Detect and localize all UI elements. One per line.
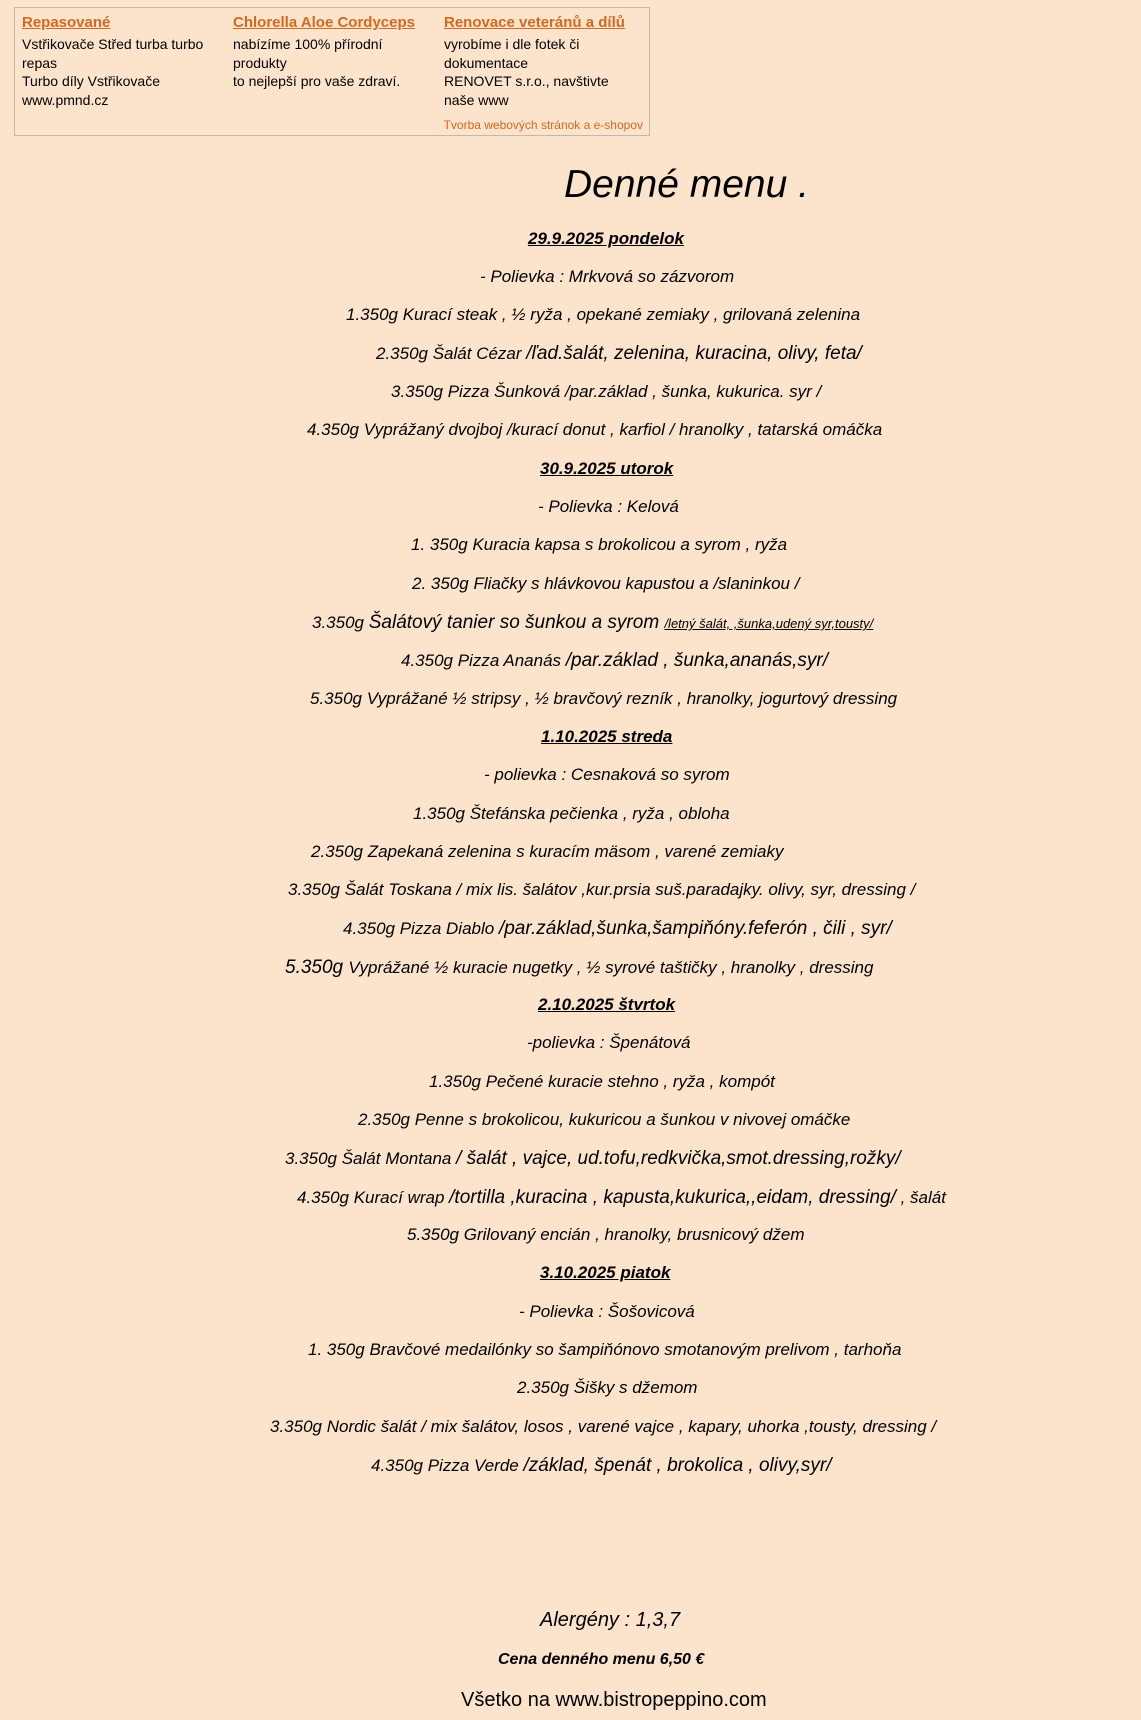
- menu-item-name: 4.350g Pizza Verde: [371, 1456, 524, 1475]
- ad-box: [14, 7, 650, 136]
- menu-item-name: 5.350g: [285, 957, 349, 978]
- menu-item: [371, 1455, 831, 1477]
- menu-item: [285, 1148, 901, 1170]
- menu-item-detail: /tortilla ,kuracina , kapusta,kukurica,,eidam, dressing/: [449, 1187, 896, 1208]
- ad-column-1: [22, 13, 222, 109]
- ad-text: produkty: [233, 54, 287, 71]
- menu-item: 3.350g Šalát Toskana / mix lis. šalátov ,kur.prsia suš.paradajky. olivy, syr, dressing /: [288, 880, 916, 899]
- menu-item: 5.350g Grilovaný encián , hranolky, brusnicový džem: [407, 1225, 805, 1244]
- menu-price: Cena denného menu 6,50 €: [498, 1651, 705, 1668]
- ad-text: Vstřikovače Střed turba turbo: [22, 36, 204, 52]
- menu-item: 2.350g Šišky s džemom: [517, 1378, 698, 1397]
- menu-item: 3.350g Nordic šalát / mix šalátov, losos , varené vajce , kapary, uhorka ,tousty, dressing /: [270, 1417, 937, 1436]
- menu-item-detail: /par.základ,šunka,šampiňóny.feferón , čili , syr/: [498, 918, 892, 939]
- menu-item-detail: /par.základ , šunka,ananás,syr/: [565, 650, 829, 671]
- menu-item: 4.350g Vyprážaný dvojboj /kurací donut , karfiol / hranolky , tatarská omáčka: [307, 420, 883, 439]
- soup-line: - Polievka : Kelová: [538, 497, 679, 516]
- ad-credit-link[interactable]: Tvorba webových stránok a e-shopov: [443, 118, 643, 132]
- menu-item: 2.350g Zapekaná zelenina s kuracím mäsom , varené zemiaky: [311, 842, 784, 861]
- menu-item: 5.350g Vyprážané ½ stripsy , ½ bravčový rezník , hranolky, jogurtový dressing: [310, 689, 898, 708]
- day-date: 1.10.2025 streda: [541, 727, 673, 746]
- website-note[interactable]: Všetko na www.bistropeppino.com: [461, 1689, 767, 1711]
- ad-link-chlorella[interactable]: Chlorella Aloe Cordyceps: [233, 14, 415, 31]
- menu-item: 1.350g Pečené kuracie stehno , ryža , kompót: [429, 1072, 775, 1091]
- menu-item: 1.350g Kurací steak , ½ ryža , opekané zemiaky , grilovaná zelenina: [346, 305, 861, 324]
- day-date: 30.9.2025 utorok: [540, 459, 674, 478]
- ad-text: repas: [22, 54, 58, 71]
- menu-item-detail: Vyprážané ½ kuracie nugetky , ½ syrové taštičky , hranolky , dressing: [348, 958, 874, 977]
- menu-item-detail: /letný šalát, ,šunka,udený syr,tousty/: [664, 616, 874, 631]
- ad-text: nabízíme 100% přírodní: [233, 36, 383, 52]
- menu-item-title: Šalátový tanier so šunkou a syrom: [368, 612, 665, 633]
- soup-line: - Polievka : Šošovicová: [519, 1302, 695, 1321]
- menu-item: [401, 650, 828, 672]
- menu-item-detail: / šalát , vajce, ud.tofu,redkvička,smot.dressing,rožky/: [456, 1148, 901, 1169]
- menu-item: [312, 612, 873, 634]
- menu-item: 2.350g Penne s brokolicou, kukuricou a šunkou v nivovej omáčke: [358, 1110, 851, 1129]
- ad-link-renovace[interactable]: Renovace veteránů a dílů: [444, 14, 625, 31]
- menu-item: 2. 350g Fliačky s hlávkovou kapustou a /slaninkou /: [412, 574, 800, 593]
- menu-item: [285, 957, 873, 979]
- day-date: 29.9.2025 pondelok: [528, 229, 684, 248]
- ad-column-3: [444, 13, 644, 109]
- menu-item-name: 4.350g Kurací wrap: [297, 1188, 450, 1207]
- menu-item-name: 2.350g Šalát Cézar: [376, 344, 527, 363]
- ad-link-repasovane[interactable]: Repasované: [22, 14, 111, 31]
- menu-item: 1. 350g Bravčové medailónky so šampiňónovo smotanovým prelivom , tarhoňa: [308, 1340, 902, 1359]
- ad-text: dokumentace: [444, 54, 529, 71]
- menu-item: 1.350g Štefánska pečienka , ryža , obloha: [413, 804, 730, 823]
- menu-item-detail: /ľad.šalát, zelenina, kuracina, olivy, feta/: [526, 343, 862, 364]
- menu-item-name: 4.350g Pizza Diablo: [343, 919, 499, 938]
- menu-item: [297, 1187, 946, 1209]
- page-title: Denné menu .: [564, 163, 809, 206]
- day-date: 3.10.2025 piatok: [540, 1263, 671, 1282]
- ad-column-2: [233, 13, 433, 91]
- ad-text: Turbo díly Vstřikovače: [22, 73, 160, 89]
- ad-text: www.pmnd.cz: [22, 91, 109, 108]
- ad-text: naše www: [444, 91, 509, 108]
- soup-line: - polievka : Cesnaková so syrom: [484, 765, 730, 784]
- menu-item: [343, 918, 892, 940]
- ad-text: to nejlepší pro vaše zdraví.: [233, 73, 401, 89]
- soup-line: -polievka : Špenátová: [527, 1033, 691, 1052]
- soup-line: - Polievka : Mrkvová so zázvorom: [480, 267, 735, 286]
- menu-item: [376, 343, 862, 365]
- menu-item-name: 3.350g: [312, 613, 369, 632]
- menu-item: 1. 350g Kuracia kapsa s brokolicou a syrom , ryža: [411, 535, 788, 554]
- day-date: 2.10.2025 štvrtok: [538, 995, 676, 1014]
- menu-item-detail: /základ, špenát , brokolica , olivy,syr/: [523, 1455, 832, 1476]
- menu-item: 3.350g Pizza Šunková /par.základ , šunka, kukurica. syr /: [391, 382, 822, 401]
- allergens-note: Alergény : 1,3,7: [540, 1609, 681, 1631]
- menu-item-extra: , šalát: [895, 1188, 946, 1207]
- ad-text: RENOVET s.r.o., navštivte: [444, 73, 609, 89]
- ad-text: vyrobíme i dle fotek či: [444, 36, 580, 52]
- menu-item-name: 3.350g Šalát Montana: [285, 1149, 457, 1168]
- menu-item-name: 4.350g Pizza Ananás: [401, 651, 566, 670]
